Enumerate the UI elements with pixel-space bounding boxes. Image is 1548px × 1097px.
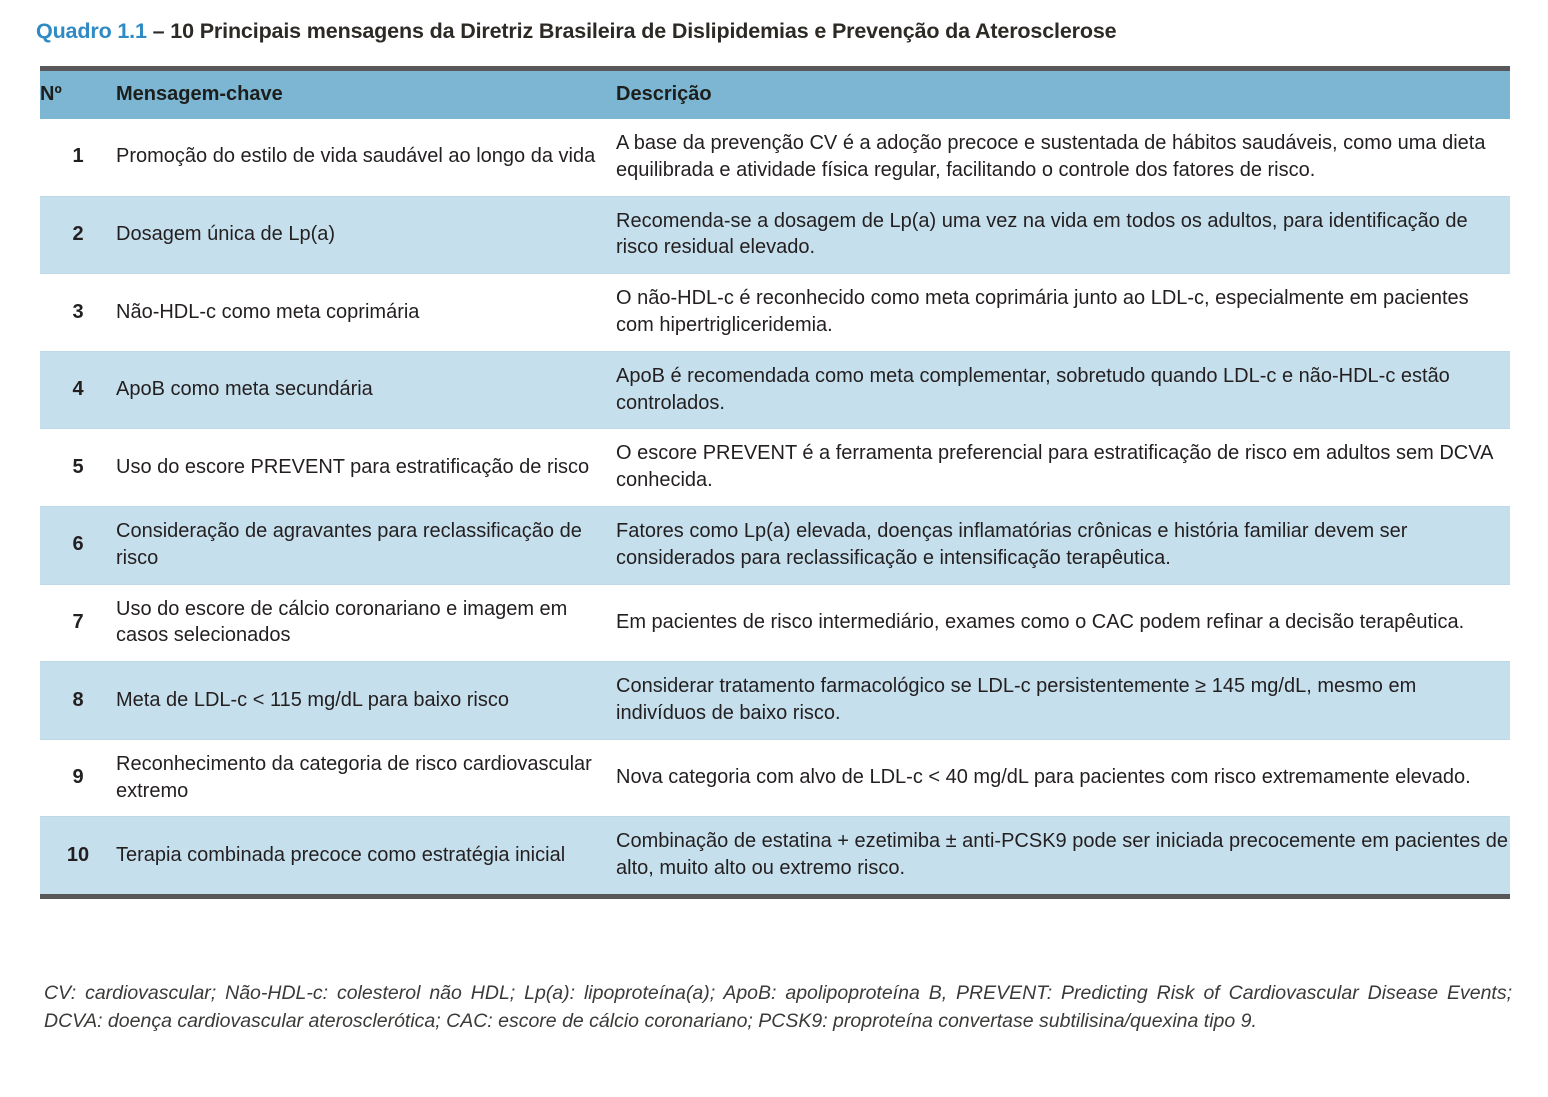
row-number: 7: [40, 584, 116, 662]
row-message: Uso do escore PREVENT para estratificação de risco: [116, 429, 616, 507]
row-description: A base da prevenção CV é a adoção precoce e sustentada de hábitos saudáveis, como uma dieta equilibrada e atividade física regular, facilitando o controle dos fatores de risco.: [616, 119, 1510, 196]
column-header-description: Descrição: [616, 71, 1510, 119]
caption-separator: –: [146, 19, 171, 43]
column-header-num: Nº: [40, 71, 116, 119]
row-message: Terapia combinada precoce como estratégia inicial: [116, 817, 616, 894]
row-number: 2: [40, 196, 116, 274]
row-number: 10: [40, 817, 116, 894]
row-number: 4: [40, 351, 116, 429]
table-body: [40, 119, 1510, 894]
table-caption: [36, 19, 1516, 44]
table-row: [40, 662, 1510, 740]
row-description: O escore PREVENT é a ferramenta preferencial para estratificação de risco em adultos sem DCVA conhecida.: [616, 429, 1510, 507]
table-footnote: [44, 980, 1512, 1035]
row-description: O não-HDL-c é reconhecido como meta coprimária junto ao LDL-c, especialmente em pacientes com hipertrigliceridemia.: [616, 274, 1510, 352]
table-row: [40, 274, 1510, 352]
row-description: ApoB é recomendada como meta complementar, sobretudo quando LDL-c e não-HDL-c estão controlados.: [616, 351, 1510, 429]
table-row: [40, 119, 1510, 196]
row-message: ApoB como meta secundária: [116, 351, 616, 429]
table-row: [40, 429, 1510, 507]
row-number: 9: [40, 739, 116, 817]
row-message: Meta de LDL-c < 115 mg/dL para baixo risco: [116, 662, 616, 740]
row-description: Combinação de estatina + ezetimiba ± anti-PCSK9 pode ser iniciada precocemente em pacientes de alto, muito alto ou extremo risco.: [616, 817, 1510, 894]
caption-label: Quadro 1.1: [36, 19, 147, 43]
row-message: Uso do escore de cálcio coronariano e imagem em casos selecionados: [116, 584, 616, 662]
row-number: 1: [40, 119, 116, 196]
table-row: [40, 739, 1510, 817]
row-number: 8: [40, 662, 116, 740]
table-row: [40, 196, 1510, 274]
footnote-text: CV: cardiovascular; Não-HDL-c: colesterol não HDL; Lp(a): lipoproteína(a); ApoB: apolipoproteína B, PREVENT: Predicting Risk of Cardiovascular Disease Events; DCVA: doença cardiovascular aterosclerótica; CAC: escore de cálcio coronariano; PCSK9: proproteína convertase subtilisina/quexina tipo 9.: [44, 982, 1512, 1032]
column-header-message: Mensagem-chave: [116, 71, 616, 119]
table-row: [40, 817, 1510, 894]
row-number: 5: [40, 429, 116, 507]
row-description: Considerar tratamento farmacológico se LDL-c persistentemente ≥ 145 mg/dL, mesmo em indivíduos de baixo risco.: [616, 662, 1510, 740]
quadro-table-wrapper: [40, 66, 1510, 899]
row-description: Em pacientes de risco intermediário, exames como o CAC podem refinar a decisão terapêutica.: [616, 584, 1510, 662]
row-description: Nova categoria com alvo de LDL-c < 40 mg/dL para pacientes com risco extremamente elevado.: [616, 739, 1510, 817]
row-message: Reconhecimento da categoria de risco cardiovascular extremo: [116, 739, 616, 817]
row-message: Promoção do estilo de vida saudável ao longo da vida: [116, 119, 616, 196]
caption-text: 10 Principais mensagens da Diretriz Brasileira de Dislipidemias e Prevenção da Aterosclerose: [170, 19, 1117, 43]
table-row: [40, 351, 1510, 429]
row-description: Fatores como Lp(a) elevada, doenças inflamatórias crônicas e história familiar devem ser considerados para reclassificação e intensificação terapêutica.: [616, 506, 1510, 584]
row-message: Consideração de agravantes para reclassificação de risco: [116, 506, 616, 584]
table-row: [40, 506, 1510, 584]
table-head: [40, 66, 1510, 119]
header-row: [40, 71, 1510, 119]
row-message: Dosagem única de Lp(a): [116, 196, 616, 274]
table-row: [40, 584, 1510, 662]
row-message: Não-HDL-c como meta coprimária: [116, 274, 616, 352]
row-number: 6: [40, 506, 116, 584]
quadro-table: [40, 66, 1510, 894]
table-bottom-rule: [40, 894, 1510, 899]
row-description: Recomenda-se a dosagem de Lp(a) uma vez na vida em todos os adultos, para identificação de risco residual elevado.: [616, 196, 1510, 274]
row-number: 3: [40, 274, 116, 352]
